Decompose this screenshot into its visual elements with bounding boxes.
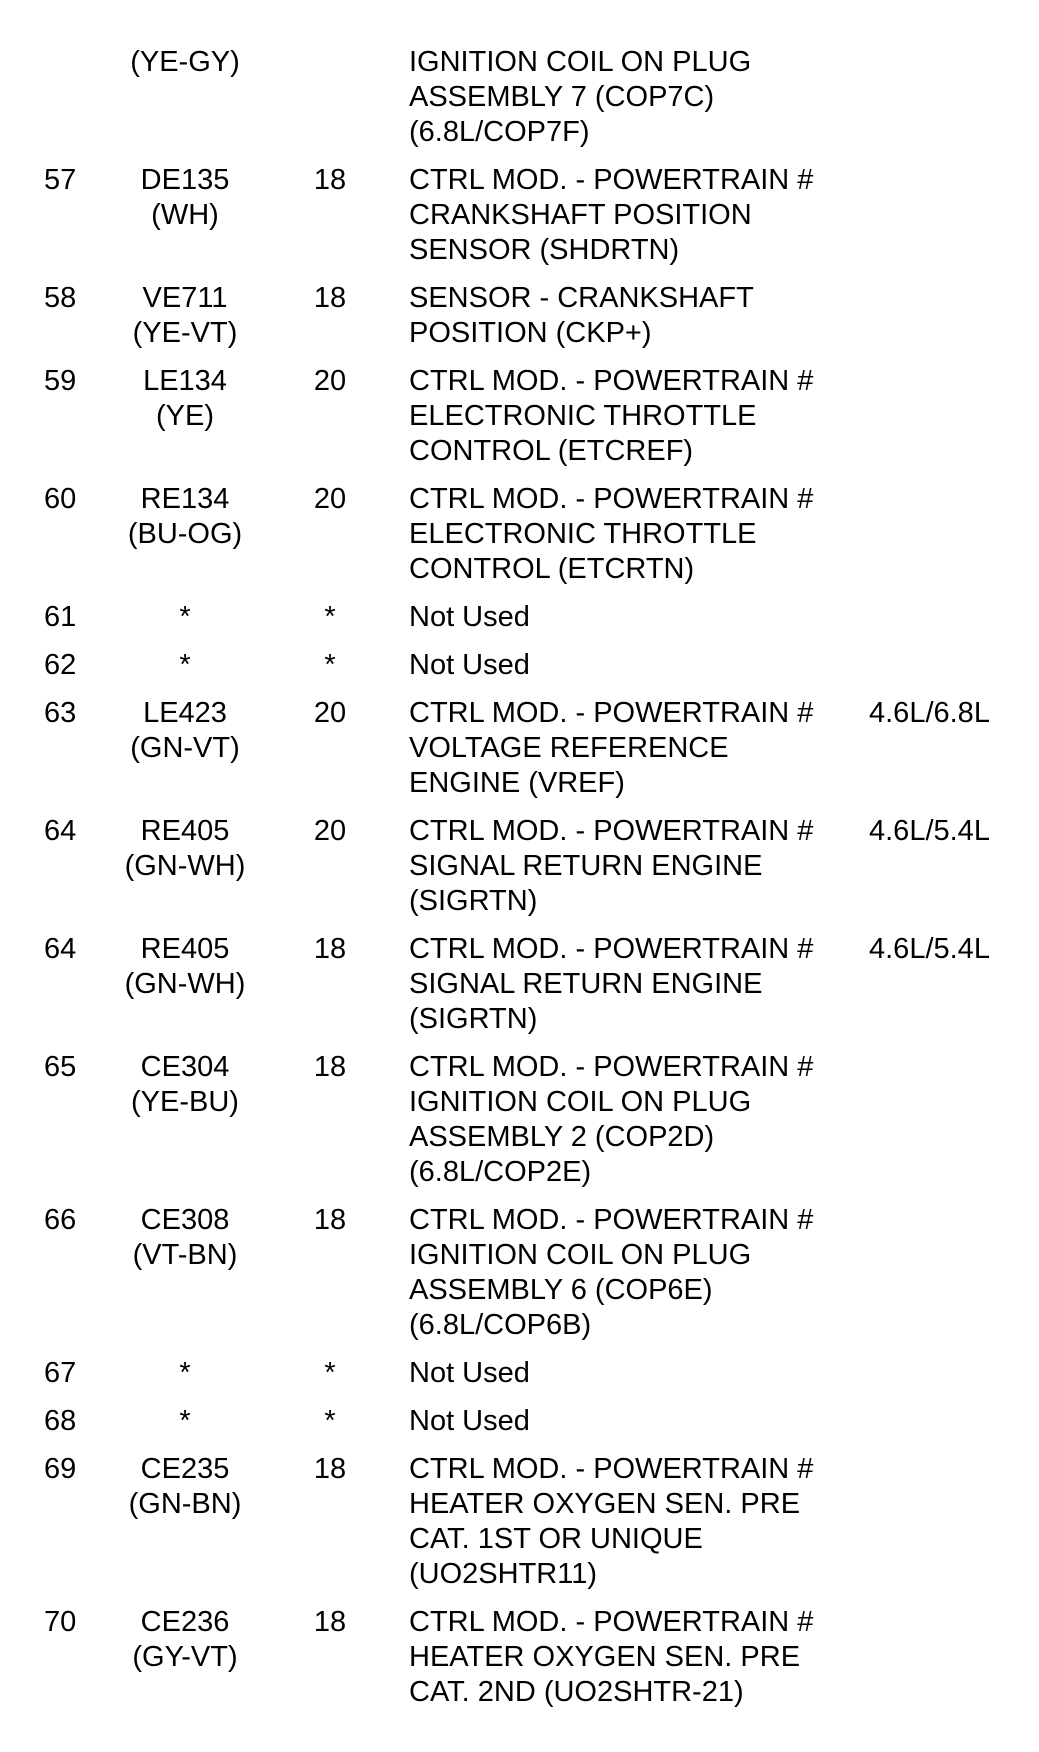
circuit-color <box>100 600 270 635</box>
circuit-color-line: (GN-WH) <box>124 968 246 1000</box>
pin-number: 64 <box>44 815 77 847</box>
wire-gauge: 20 <box>313 365 347 397</box>
circuit-color-line: RE405 <box>140 933 230 965</box>
circuit-description-line: HEATER OXYGEN SEN. PRE <box>409 1641 801 1673</box>
pin-number: 68 <box>44 1405 77 1437</box>
circuit-description <box>409 932 849 1037</box>
circuit-description-line: (SIGRTN) <box>409 885 538 917</box>
circuit-description <box>409 1050 849 1190</box>
wire-gauge: 18 <box>313 933 347 965</box>
wire-gauge: 18 <box>313 282 347 314</box>
circuit-description-line: SENSOR (SHDRTN) <box>409 234 680 266</box>
circuit-description-line: Not Used <box>409 649 530 681</box>
pin-number: 61 <box>44 601 77 633</box>
pin-number: 64 <box>44 933 77 965</box>
circuit-color <box>100 364 270 434</box>
circuit-description <box>409 600 849 635</box>
circuit-description-line: ELECTRONIC THROTTLE <box>409 400 757 432</box>
circuit-color-line: * <box>179 649 191 681</box>
circuit-color <box>100 482 270 552</box>
pin-number: 63 <box>44 697 77 729</box>
circuit-color <box>100 1452 270 1522</box>
wire-gauge: 18 <box>313 1606 347 1638</box>
circuit-description-line: POSITION (CKP+) <box>409 317 652 349</box>
circuit-color-line: CE304 <box>140 1051 230 1083</box>
circuit-description <box>409 1404 849 1439</box>
circuit-description-line: CAT. 1ST OR UNIQUE <box>409 1523 703 1555</box>
pin-number: 69 <box>44 1453 77 1485</box>
circuit-color <box>100 932 270 1002</box>
circuit-description-line: CTRL MOD. - POWERTRAIN # <box>409 1204 814 1236</box>
circuit-color <box>100 1404 270 1439</box>
circuit-color <box>100 281 270 351</box>
circuit-color-line: CE235 <box>140 1453 230 1485</box>
circuit-color-line: (YE-GY) <box>130 46 240 78</box>
wire-gauge: * <box>324 1357 336 1389</box>
circuit-description <box>409 814 849 919</box>
pin-number: 67 <box>44 1357 77 1389</box>
circuit-color-line: (BU-OG) <box>127 518 243 550</box>
wire-gauge: 18 <box>313 1204 347 1236</box>
circuit-description-line: CTRL MOD. - POWERTRAIN # <box>409 365 814 397</box>
pin-number: 60 <box>44 483 77 515</box>
circuit-description-line: CTRL MOD. - POWERTRAIN # <box>409 164 814 196</box>
circuit-color-line: (GN-BN) <box>128 1488 242 1520</box>
circuit-color <box>100 1605 270 1675</box>
circuit-description-line: CTRL MOD. - POWERTRAIN # <box>409 697 814 729</box>
circuit-color-line: (YE-VT) <box>132 317 238 349</box>
circuit-description-line: (6.8L/COP6B) <box>409 1309 592 1341</box>
circuit-description <box>409 648 849 683</box>
circuit-color <box>100 1050 270 1120</box>
circuit-color-line: DE135 <box>140 164 230 196</box>
circuit-description-line: ASSEMBLY 2 (COP2D) <box>409 1121 715 1153</box>
wire-gauge: 18 <box>313 1453 347 1485</box>
circuit-color <box>100 1356 270 1391</box>
circuit-description-line: ASSEMBLY 6 (COP6E) <box>409 1274 713 1306</box>
pin-number: 65 <box>44 1051 77 1083</box>
wire-gauge: 18 <box>313 1051 347 1083</box>
circuit-color-line: * <box>179 1405 191 1437</box>
circuit-description-line: (SIGRTN) <box>409 1003 538 1035</box>
circuit-description-line: SENSOR - CRANKSHAFT <box>409 282 754 314</box>
engine-note: 4.6L/5.4L <box>869 933 990 965</box>
circuit-color-line: (YE) <box>156 400 214 432</box>
circuit-description <box>409 1203 849 1343</box>
circuit-description-line: SIGNAL RETURN ENGINE <box>409 850 763 882</box>
circuit-description <box>409 281 849 351</box>
circuit-description-line: (6.8L/COP7F) <box>409 116 590 148</box>
pin-number: 62 <box>44 649 77 681</box>
pin-number: 66 <box>44 1204 77 1236</box>
circuit-color-line: * <box>179 1357 191 1389</box>
circuit-description-line: CONTROL (ETCRTN) <box>409 553 695 585</box>
circuit-color-line: VE711 <box>142 282 228 314</box>
circuit-color-line: CE308 <box>140 1204 230 1236</box>
circuit-description-line: CTRL MOD. - POWERTRAIN # <box>409 1453 814 1485</box>
circuit-description-line: CTRL MOD. - POWERTRAIN # <box>409 1051 814 1083</box>
circuit-description <box>409 1356 849 1391</box>
circuit-description-line: SIGNAL RETURN ENGINE <box>409 968 763 1000</box>
engine-note: 4.6L/5.4L <box>869 815 990 847</box>
pin-number: 58 <box>44 282 77 314</box>
circuit-description-line: ENGINE (VREF) <box>409 767 625 799</box>
circuit-color-line: LE423 <box>143 697 227 729</box>
pin-number: 70 <box>44 1606 77 1638</box>
circuit-color-line: (GY-VT) <box>132 1641 238 1673</box>
circuit-description-line: IGNITION COIL ON PLUG <box>409 46 752 78</box>
circuit-description-line: HEATER OXYGEN SEN. PRE <box>409 1488 801 1520</box>
circuit-color-line: * <box>179 601 191 633</box>
wire-gauge: * <box>324 1405 336 1437</box>
circuit-description-line: CTRL MOD. - POWERTRAIN # <box>409 1606 814 1638</box>
circuit-description-line: CONTROL (ETCREF) <box>409 435 694 467</box>
circuit-color <box>100 814 270 884</box>
pin-number: 59 <box>44 365 77 397</box>
circuit-description-line: ELECTRONIC THROTTLE <box>409 518 757 550</box>
circuit-description <box>409 364 849 469</box>
circuit-color-line: RE405 <box>140 815 230 847</box>
circuit-color <box>100 45 270 80</box>
circuit-color <box>100 696 270 766</box>
circuit-description-line: IGNITION COIL ON PLUG <box>409 1086 752 1118</box>
circuit-description-line: ASSEMBLY 7 (COP7C) <box>409 81 715 113</box>
circuit-description-line: IGNITION COIL ON PLUG <box>409 1239 752 1271</box>
circuit-color-line: RE134 <box>140 483 230 515</box>
circuit-description-line: Not Used <box>409 1357 530 1389</box>
wire-gauge: * <box>324 601 336 633</box>
circuit-description-line: CAT. 2ND (UO2SHTR-21) <box>409 1676 744 1708</box>
circuit-description-line: CTRL MOD. - POWERTRAIN # <box>409 483 814 515</box>
pin-number: 57 <box>44 164 77 196</box>
wire-gauge: 20 <box>313 697 347 729</box>
circuit-color-line: (GN-VT) <box>130 732 240 764</box>
circuit-color <box>100 648 270 683</box>
wire-gauge: 20 <box>313 483 347 515</box>
circuit-color-line: (VT-BN) <box>132 1239 238 1271</box>
circuit-description <box>409 696 849 801</box>
wire-gauge: 18 <box>313 164 347 196</box>
engine-note: 4.6L/6.8L <box>869 697 990 729</box>
circuit-description-line: Not Used <box>409 601 530 633</box>
circuit-description-line: CTRL MOD. - POWERTRAIN # <box>409 815 814 847</box>
circuit-description-line: CRANKSHAFT POSITION <box>409 199 752 231</box>
circuit-description-line: (6.8L/COP2E) <box>409 1156 592 1188</box>
circuit-description-line: Not Used <box>409 1405 530 1437</box>
circuit-color-line: LE134 <box>143 365 227 397</box>
wire-gauge: 20 <box>313 815 347 847</box>
circuit-color-line: (GN-WH) <box>124 850 246 882</box>
circuit-color-line: CE236 <box>140 1606 230 1638</box>
circuit-description-line: VOLTAGE REFERENCE <box>409 732 729 764</box>
circuit-description-line: (UO2SHTR11) <box>409 1558 597 1590</box>
circuit-description <box>409 1605 849 1710</box>
circuit-color-line: (YE-BU) <box>131 1086 239 1118</box>
circuit-description <box>409 482 849 587</box>
circuit-color <box>100 163 270 233</box>
circuit-description <box>409 45 849 150</box>
circuit-color <box>100 1203 270 1273</box>
circuit-description <box>409 1452 849 1592</box>
circuit-description-line: CTRL MOD. - POWERTRAIN # <box>409 933 814 965</box>
wire-gauge: * <box>324 649 336 681</box>
circuit-color-line: (WH) <box>151 199 219 231</box>
circuit-description <box>409 163 849 268</box>
